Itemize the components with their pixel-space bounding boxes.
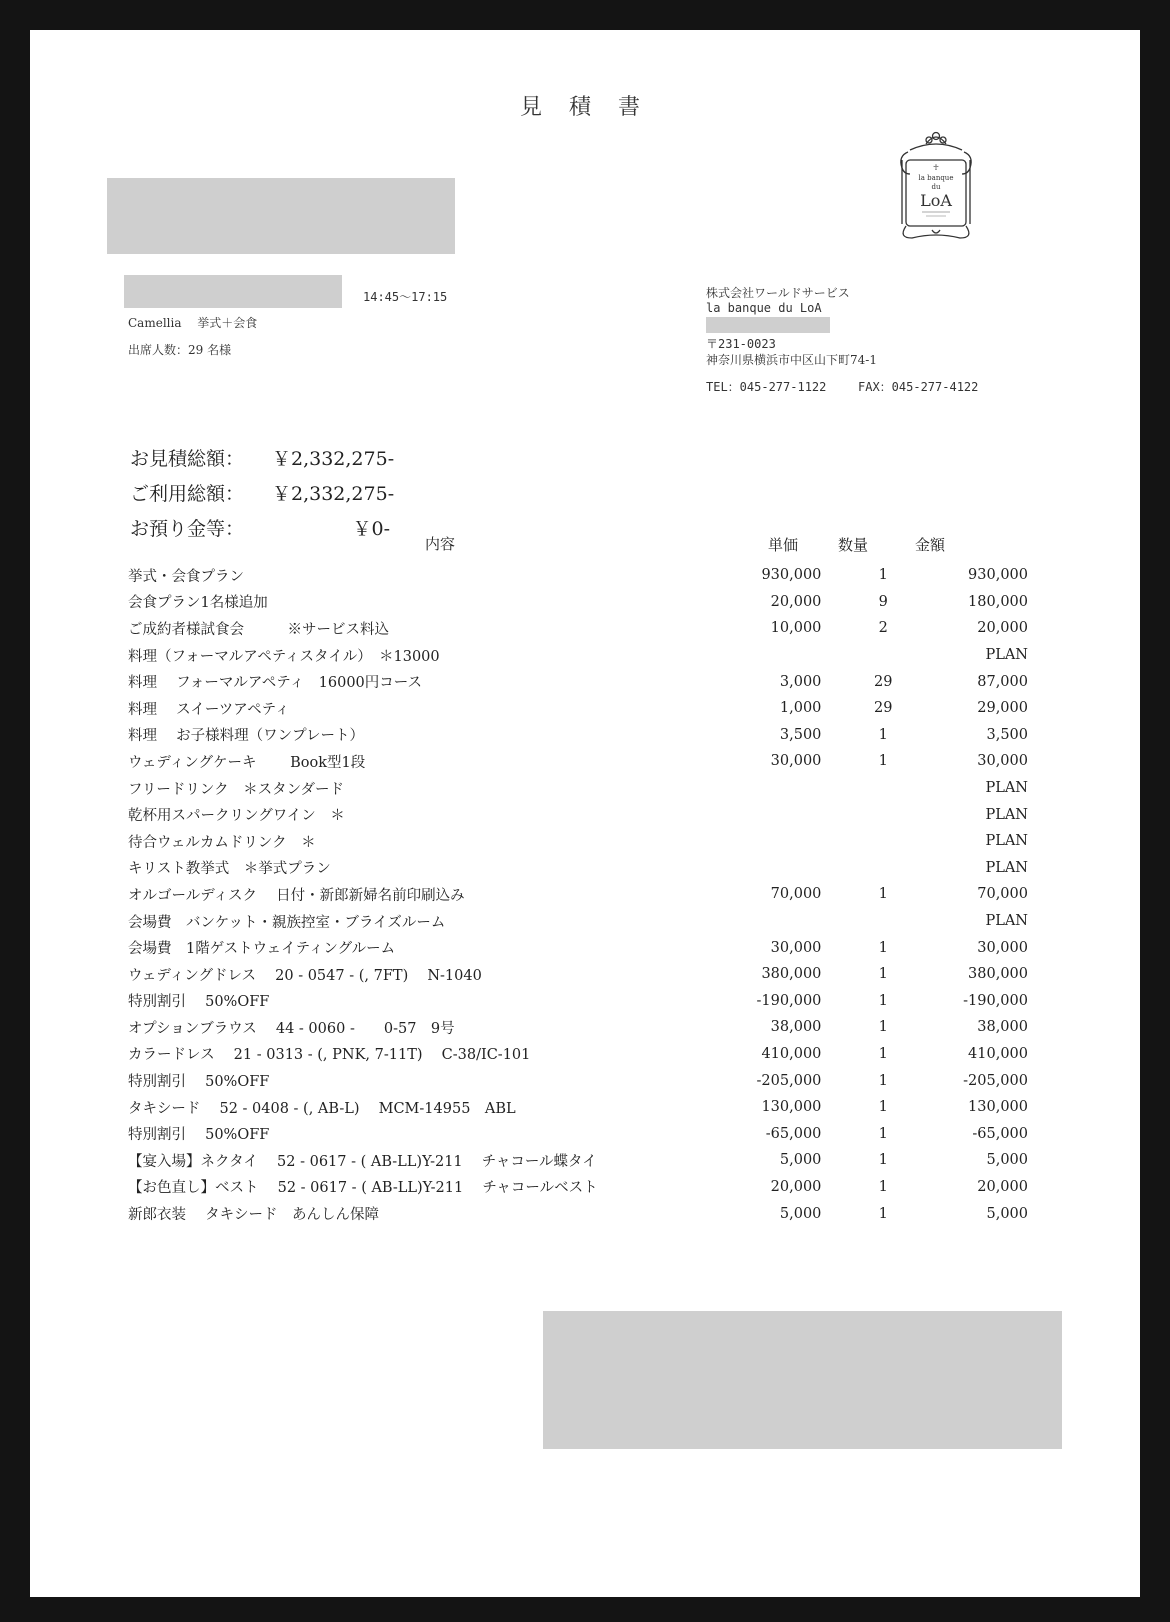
item-amount: 20,000 <box>977 620 1028 637</box>
redacted-event-date <box>124 275 342 308</box>
deposit-label: お預り金等： <box>130 518 245 540</box>
item-amount: 3,500 <box>986 726 1028 743</box>
item-quantity-cell <box>821 562 905 589</box>
item-description: カラードレス 21 - 0313 - (, PNK, 7-11T) C-38/IC-101 <box>128 1047 531 1064</box>
item-description: 特別割引 50%OFF <box>128 1074 270 1091</box>
table-row <box>128 1014 1028 1041</box>
item-unit-price: 10,000 <box>770 620 822 637</box>
item-unit-price: 3,500 <box>779 726 822 743</box>
item-amount: 130,000 <box>968 1099 1028 1116</box>
item-amount: PLAN <box>985 859 1028 876</box>
usage-total-row <box>130 479 395 506</box>
item-unit-price: 130,000 <box>761 1099 822 1116</box>
item-description: 会食プラン1名様追加 <box>128 595 268 612</box>
item-description: 特別割引 50%OFF <box>128 1127 270 1144</box>
item-amount: 30,000 <box>977 939 1028 956</box>
header-description: 内容 <box>425 535 456 553</box>
item-description: タキシード 52 - 0408 - (, AB-L) MCM-14955 ABL <box>128 1100 516 1117</box>
item-unit-price <box>731 642 821 669</box>
item-description: 新郎衣装 タキシード あんしん保障 <box>128 1207 379 1224</box>
estimate-total-label: お見積総額： <box>130 448 245 470</box>
logo-text-mid: du <box>931 183 941 191</box>
item-description: オプションブラウス 44 - 0060 - 0-57 9号 <box>128 1020 455 1037</box>
item-amount: -190,000 <box>963 992 1028 1009</box>
table-row <box>128 1147 1028 1174</box>
item-quantity: 1 <box>878 1099 888 1116</box>
deposit-value: ￥0- <box>352 518 390 540</box>
event-time: 14:45〜17:15 <box>363 290 448 304</box>
item-description: 料理 スイーツアペティ <box>128 701 290 718</box>
svg-text:☥: ☥ <box>933 163 939 172</box>
deposit-row <box>130 514 390 541</box>
item-description: 挙式・会食プラン <box>128 568 244 585</box>
item-description: ウェディングドレス 20 - 0547 - (, 7FT) N-1040 <box>128 967 482 984</box>
item-quantity: 1 <box>878 753 888 770</box>
item-quantity-cell <box>821 615 905 642</box>
item-unit-price: 20,000 <box>770 593 822 610</box>
item-quantity: 1 <box>878 567 888 584</box>
item-quantity: 1 <box>878 1152 888 1169</box>
header-unit-price: 単価 <box>768 536 799 554</box>
item-quantity-cell <box>821 1014 905 1041</box>
item-quantity-cell <box>821 642 905 669</box>
item-description: ウェディングケーキ Book型1段 <box>128 754 366 771</box>
item-quantity-cell <box>821 961 905 988</box>
table-row <box>128 642 1028 669</box>
item-unit-price: 930,000 <box>761 567 822 584</box>
item-quantity: 1 <box>878 992 888 1009</box>
table-row <box>128 589 1028 616</box>
item-amount: 5,000 <box>986 1152 1028 1169</box>
table-row <box>128 1174 1028 1201</box>
item-amount: PLAN <box>985 780 1028 797</box>
item-quantity-cell <box>821 801 905 828</box>
company-tel: TEL：045-277-1122 <box>706 380 827 394</box>
item-unit-price: 30,000 <box>770 753 822 770</box>
venue-name: la banque du LoA <box>706 301 822 315</box>
item-quantity-cell <box>821 1067 905 1094</box>
header-amount: 金額 <box>915 536 946 554</box>
item-amount: 30,000 <box>977 753 1028 770</box>
item-quantity-cell <box>821 908 905 935</box>
item-unit-price: -190,000 <box>756 992 822 1009</box>
item-description: 乾杯用スパークリングワイン ＊ <box>128 808 345 825</box>
logo-text-main: LoA <box>920 191 952 210</box>
table-row <box>128 1120 1028 1147</box>
item-quantity: 1 <box>878 1205 888 1222</box>
table-row <box>128 615 1028 642</box>
item-amount: 38,000 <box>977 1019 1028 1036</box>
table-row <box>128 668 1028 695</box>
item-quantity: 1 <box>878 1125 888 1142</box>
item-quantity-cell <box>821 668 905 695</box>
item-amount: -65,000 <box>972 1125 1028 1142</box>
item-description: キリスト教挙式 ＊挙式プラン <box>128 861 331 878</box>
item-quantity: 29 <box>874 673 893 690</box>
item-quantity-cell <box>821 1094 905 1121</box>
item-quantity-cell <box>821 1174 905 1201</box>
item-quantity-cell <box>821 881 905 908</box>
item-quantity-cell <box>821 988 905 1015</box>
item-unit-price: -65,000 <box>765 1125 822 1142</box>
item-unit-price <box>731 908 821 935</box>
table-row <box>128 562 1028 589</box>
item-unit-price: 38,000 <box>770 1019 822 1036</box>
estimate-document <box>30 30 1140 1597</box>
item-quantity-cell <box>821 748 905 775</box>
item-amount: 20,000 <box>977 1178 1028 1195</box>
item-amount: 180,000 <box>968 593 1028 610</box>
redacted-client-name <box>107 178 455 254</box>
item-unit-price: 20,000 <box>770 1178 822 1195</box>
item-quantity-cell <box>821 828 905 855</box>
item-description: 会場費 バンケット・親族控室・ブライズルーム <box>128 914 446 931</box>
company-fax: FAX：045-277-4122 <box>858 380 979 394</box>
item-quantity: 1 <box>878 966 888 983</box>
item-amount: 930,000 <box>968 567 1028 584</box>
item-description: オルゴールディスク 日付・新郎新婦名前印刷込み <box>128 887 465 904</box>
table-row <box>128 961 1028 988</box>
item-description: 【お色直し】ベスト 52 - 0617 - ( AB-LL)Y-211 チャコールベスト <box>128 1180 598 1197</box>
venue-logo <box>892 130 980 246</box>
item-unit-price <box>731 801 821 828</box>
table-row <box>128 1041 1028 1068</box>
item-quantity-cell <box>821 855 905 882</box>
company-address: 神奈川県横浜市中区山下町74-1 <box>706 353 877 367</box>
plan-line: Camellia 挙式＋会食 <box>128 316 258 330</box>
item-description: 料理 フォーマルアペティ 16000円コース <box>128 675 423 692</box>
usage-total-label: ご利用総額： <box>130 483 245 505</box>
estimate-total-value: ￥2,332,275- <box>272 448 395 470</box>
item-unit-price <box>731 855 821 882</box>
table-row <box>128 775 1028 802</box>
item-quantity-cell <box>821 1120 905 1147</box>
redacted-signature <box>543 1311 1062 1449</box>
header-quantity: 数量 <box>838 536 869 554</box>
table-row <box>128 748 1028 775</box>
item-quantity: 1 <box>878 886 888 903</box>
item-amount: PLAN <box>985 833 1028 850</box>
item-amount: 380,000 <box>968 966 1028 983</box>
item-unit-price: 3,000 <box>779 673 822 690</box>
item-amount: PLAN <box>985 806 1028 823</box>
item-amount: 29,000 <box>977 700 1028 717</box>
item-description: 料理（フォーマルアペティスタイル） ＊13000 <box>128 648 440 665</box>
table-row <box>128 801 1028 828</box>
item-description: ご成約者様試食会 ※サービス料込 <box>128 621 389 638</box>
item-amount: 70,000 <box>977 886 1028 903</box>
table-row <box>128 1067 1028 1094</box>
table-row <box>128 1200 1028 1227</box>
item-quantity: 29 <box>874 700 893 717</box>
item-amount: 5,000 <box>986 1205 1028 1222</box>
line-items-table <box>128 562 1028 1227</box>
item-unit-price <box>731 828 821 855</box>
postal-code: 〒231-0023 <box>706 337 776 351</box>
item-quantity-cell <box>821 1200 905 1227</box>
item-unit-price: 5,000 <box>779 1205 822 1222</box>
item-unit-price: 410,000 <box>761 1045 822 1062</box>
usage-total-value: ￥2,332,275- <box>272 483 395 505</box>
table-row <box>128 988 1028 1015</box>
item-quantity: 1 <box>878 1019 888 1036</box>
item-quantity: 1 <box>878 1045 888 1062</box>
item-quantity-cell <box>821 695 905 722</box>
item-unit-price: 30,000 <box>770 939 822 956</box>
item-quantity-cell <box>821 1147 905 1174</box>
item-quantity: 1 <box>878 726 888 743</box>
table-row <box>128 934 1028 961</box>
item-unit-price: 5,000 <box>779 1152 822 1169</box>
item-quantity: 1 <box>878 1178 888 1195</box>
company-name: 株式会社ワールドサービス <box>706 286 850 300</box>
item-amount: 410,000 <box>968 1045 1028 1062</box>
item-unit-price: 1,000 <box>779 700 822 717</box>
item-quantity: 2 <box>878 620 888 637</box>
item-description: 【宴入場】ネクタイ 52 - 0617 - ( AB-LL)Y-211 チャコール蝶タイ <box>128 1153 597 1170</box>
item-description: 料理 お子様料理（ワンプレート） <box>128 728 365 745</box>
redacted-contact <box>706 317 830 333</box>
table-row <box>128 1094 1028 1121</box>
item-quantity: 1 <box>878 1072 888 1089</box>
item-description: 待合ウェルカムドリンク ＊ <box>128 834 316 851</box>
item-description: 特別割引 50%OFF <box>128 994 270 1011</box>
item-unit-price <box>731 775 821 802</box>
item-quantity-cell <box>821 722 905 749</box>
table-row <box>128 881 1028 908</box>
item-amount: 87,000 <box>977 673 1028 690</box>
item-quantity: 9 <box>878 593 888 610</box>
logo-text-top: la banque <box>918 174 954 182</box>
table-row <box>128 722 1028 749</box>
item-quantity-cell <box>821 589 905 616</box>
item-quantity-cell <box>821 1041 905 1068</box>
item-amount: PLAN <box>985 647 1028 664</box>
item-description: 会場費 1階ゲストウェイティングルーム <box>128 941 396 958</box>
item-amount: PLAN <box>985 913 1028 930</box>
item-quantity: 1 <box>878 939 888 956</box>
item-unit-price: 70,000 <box>770 886 822 903</box>
document-title: 見 積 書 <box>520 95 650 120</box>
item-quantity-cell <box>821 775 905 802</box>
table-row <box>128 828 1028 855</box>
table-row <box>128 855 1028 882</box>
item-quantity-cell <box>821 934 905 961</box>
attendees: 出席人数：29 名様 <box>128 343 232 357</box>
table-row <box>128 908 1028 935</box>
item-amount: -205,000 <box>963 1072 1028 1089</box>
table-row <box>128 695 1028 722</box>
item-description: フリードリンク ＊スタンダード <box>128 781 345 798</box>
estimate-total-row <box>130 444 395 471</box>
item-unit-price: -205,000 <box>756 1072 822 1089</box>
item-unit-price: 380,000 <box>761 966 822 983</box>
